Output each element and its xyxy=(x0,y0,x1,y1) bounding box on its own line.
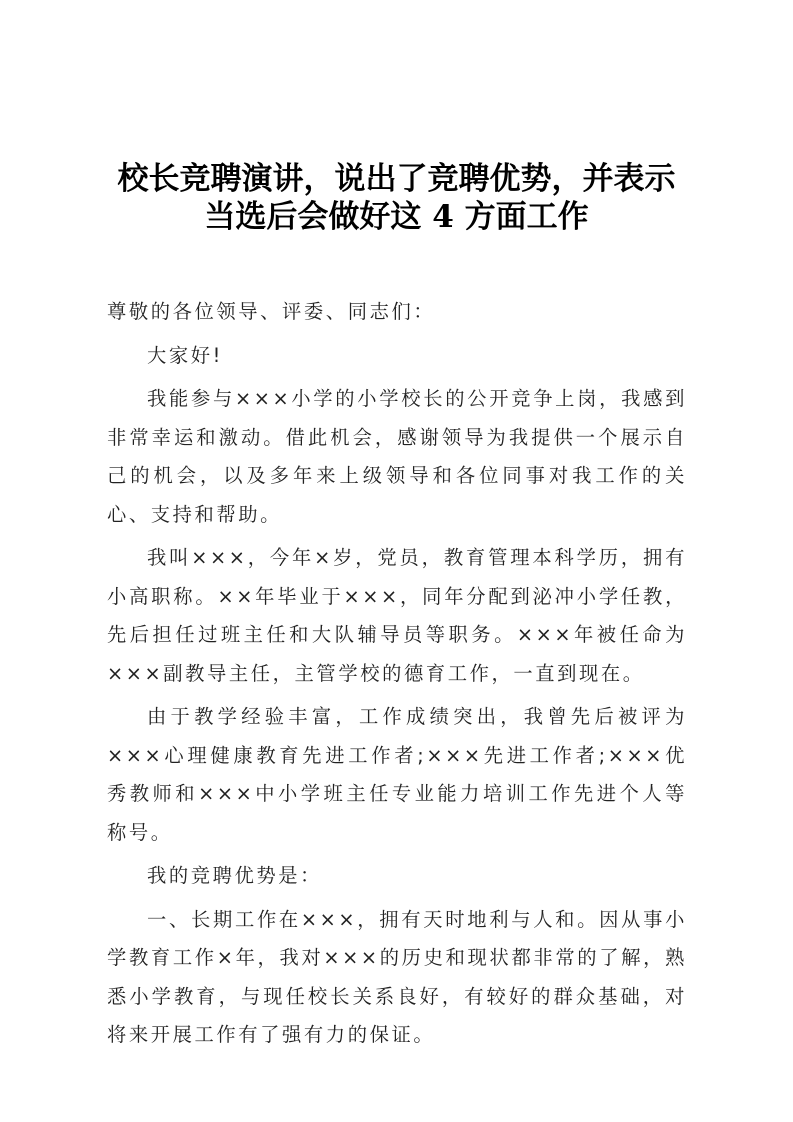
paragraph-background: 我叫×××，今年×岁，党员，教育管理本科学历，拥有小高职称。××年毕业于×××，同年分配到泌冲小学任教，先后担任过班主任和大队辅导员等职务。×××年被任命为×××副教导主任，主管学校的德育工作，一直到现在。 xyxy=(107,546,687,685)
paragraph-introduction: 我能参与×××小学的小学校长的公开竞争上岗，我感到非常幸运和激动。借此机会，感谢领导为我提供一个展示自己的机会，以及多年来上级领导和各位同事对我工作的关心、支持和帮助。 xyxy=(107,387,687,526)
salutation: 尊敬的各位领导、评委、同志们： xyxy=(107,300,436,323)
paragraph-greeting: 大家好! xyxy=(147,343,223,367)
title-line-1: 校长竞聘演讲，说出了竞聘优势，并表示 xyxy=(117,161,676,197)
paragraph-advantage-one: 一、长期工作在×××，拥有天时地利与人和。因从事小学教育工作×年，我对×××的历史和现状都非常的了解，熟悉小学教育，与现任校长关系良好，有较好的群众基础，对将来开展工作有了强有力的保证。 xyxy=(107,907,687,1046)
title-line-2: 当选后会做好这 4 方面工作 xyxy=(204,199,589,235)
document-title xyxy=(96,160,697,236)
paragraph-advantages-heading: 我的竞聘优势是： xyxy=(147,864,323,887)
paragraph-honors: 由于教学经验丰富，工作成绩突出，我曾先后被评为×××心理健康教育先进工作者;×××先进工作者;×××优秀教师和×××中小学班主任专业能力培训工作先进个人等称号。 xyxy=(107,705,687,844)
document-body xyxy=(107,293,687,1055)
